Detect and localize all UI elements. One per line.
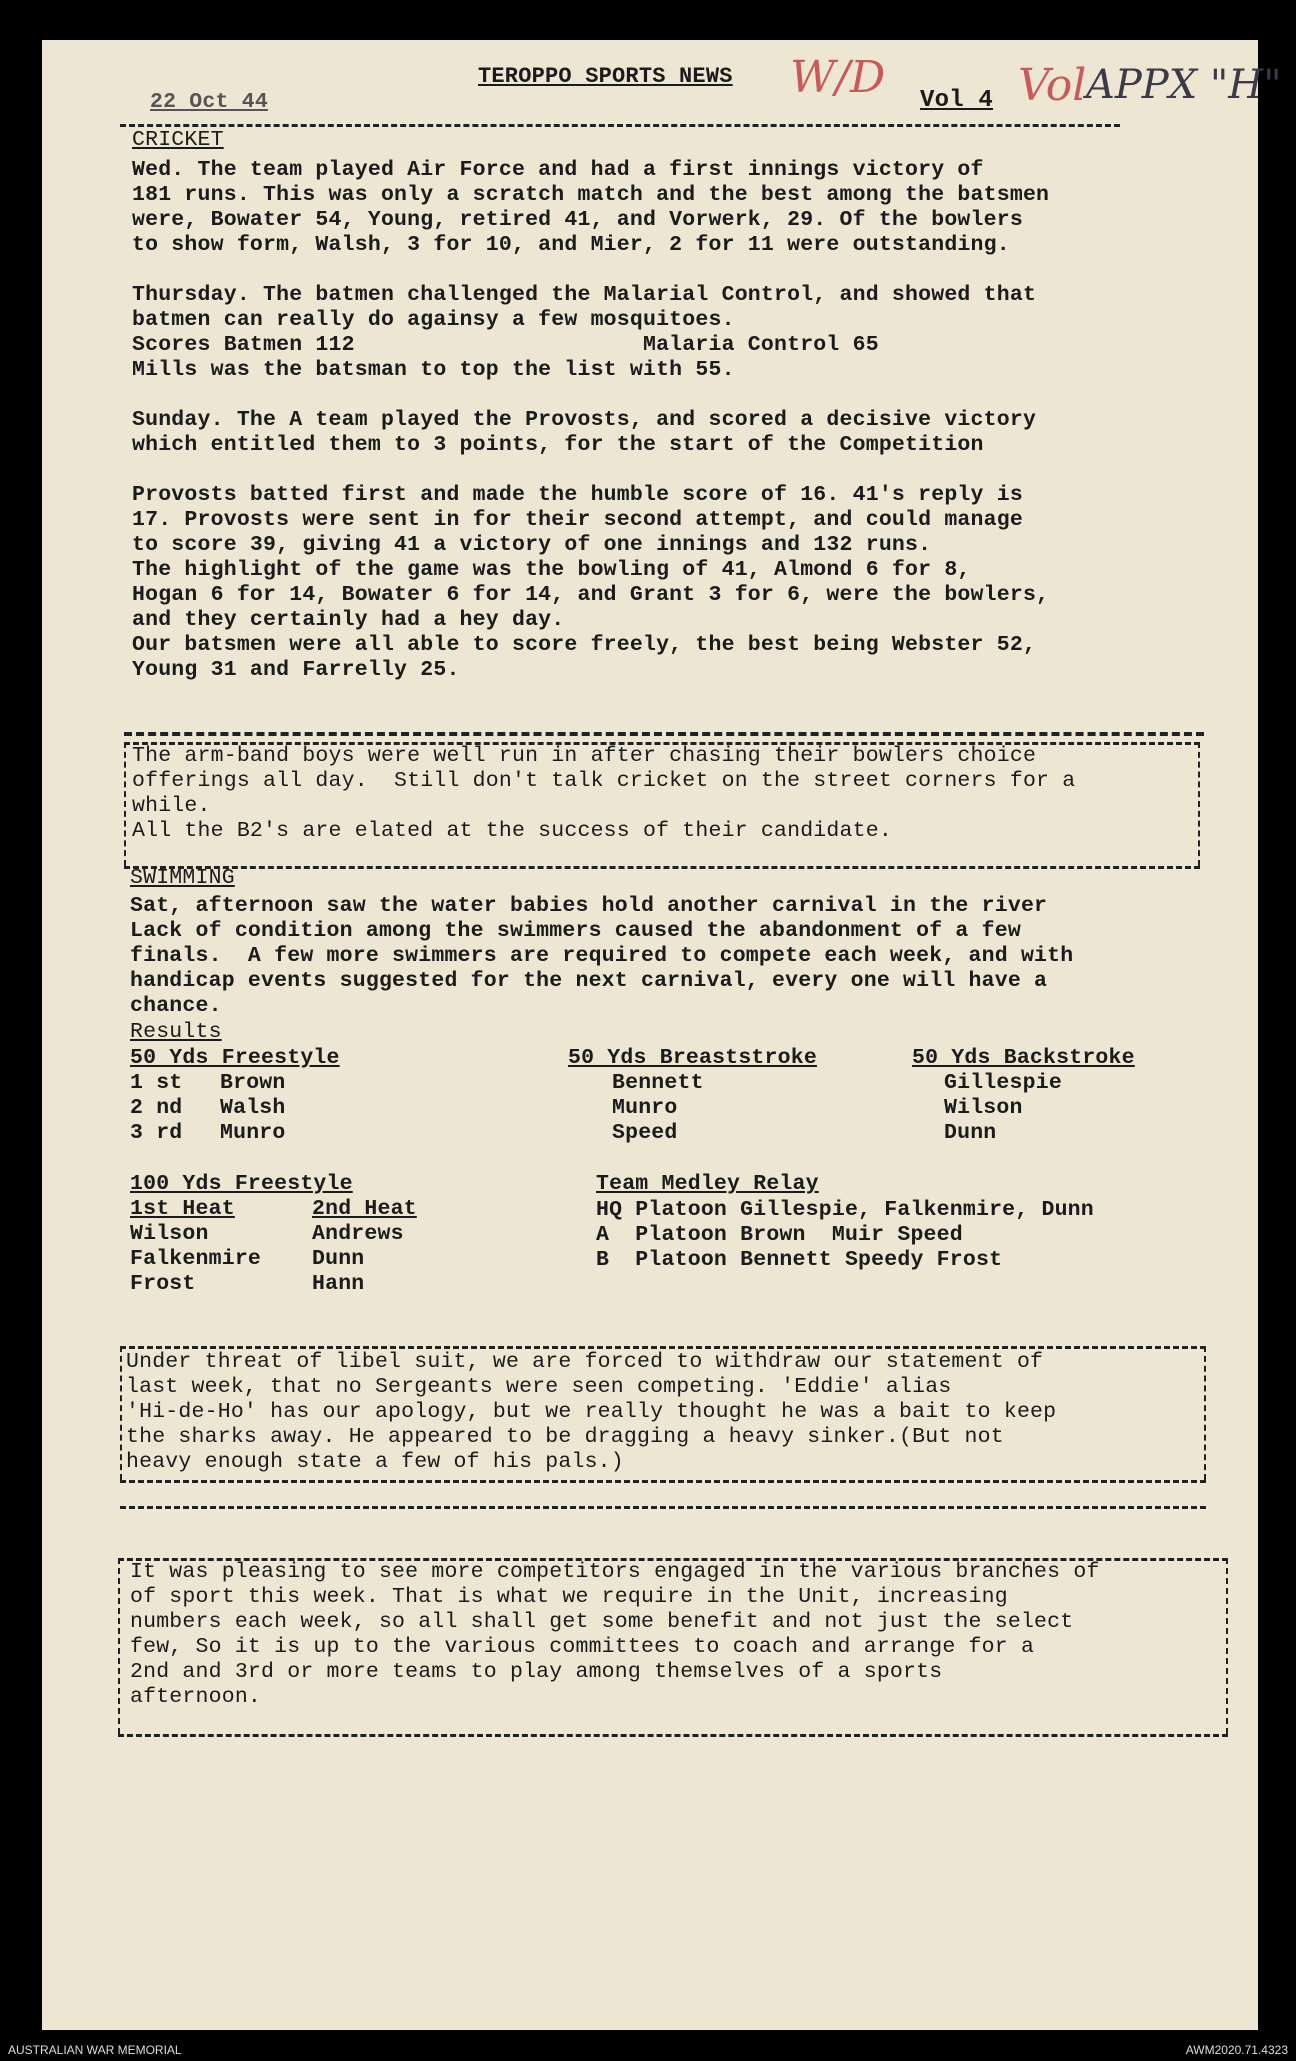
cricket-divider <box>124 732 1204 736</box>
box3-line: 2nd and 3rd or more teams to play among themselves of a sports <box>130 1660 943 1684</box>
handwritten-appx: APPX "H" <box>1086 62 1282 108</box>
freestyle-100-row <box>130 1222 404 1247</box>
event-50-breaststroke-title: 50 Yds Breaststroke <box>568 1046 817 1070</box>
event-100-freestyle-title: 100 Yds Freestyle <box>130 1172 353 1196</box>
box3-right-border <box>1226 1558 1228 1734</box>
box2-line: last week, that no Sergeants were seen competing. 'Eddie' alias <box>126 1375 952 1399</box>
heat-1-label: 1st Heat <box>130 1197 235 1221</box>
medley-relay-row: B Platoon Bennett Speedy Frost <box>596 1248 1003 1272</box>
document-title: TEROPPO SPORTS NEWS <box>478 64 733 89</box>
swimming-line: Sat, afternoon saw the water babies hold another carnival in the river <box>130 894 1048 918</box>
freestyle-100-cell: Wilson <box>130 1222 209 1246</box>
box3-line: few, So it is up to the various committees to coach and arrange for a <box>130 1635 1035 1659</box>
cricket-line <box>132 383 1049 408</box>
cricket-line: to show form, Walsh, 3 for 10, and Mier, 2 for 11 were outstanding. <box>132 233 1010 257</box>
medley-relay-row: HQ Platoon Gillespie, Falkenmire, Dunn <box>596 1198 1094 1222</box>
cricket-line: Hogan 6 for 14, Bowater 6 for 14, and Grant 3 for 6, were the bowlers, <box>132 583 1050 607</box>
box1-left-border <box>124 742 126 866</box>
cricket-line: The highlight of the game was the bowling of 41, Almond 6 for 8, <box>132 558 971 582</box>
handwritten-vol: Vol <box>1018 60 1087 111</box>
box3-line: afternoon. <box>130 1685 262 1709</box>
swimming-report <box>130 894 1073 1019</box>
box1-bottom-border <box>124 866 1200 869</box>
freestyle-100-row <box>130 1272 404 1297</box>
freestyle-50-row <box>130 1096 286 1121</box>
breaststroke-50-row: Munro <box>612 1096 678 1120</box>
cricket-line: Mills was the batsman to top the list with 55. <box>132 358 735 382</box>
freestyle-50-cell: 3 rd <box>130 1121 183 1145</box>
freestyle-50-row <box>130 1121 286 1146</box>
backstroke-50-row: Gillespie <box>944 1071 1062 1095</box>
cricket-line <box>132 258 1049 283</box>
cricket-line: Our batsmen were all able to score freely, the best being Webster 52, <box>132 633 1037 657</box>
cricket-line: were, Bowater 54, Young, retired 41, and Vorwerk, 29. Of the bowlers <box>132 208 1023 232</box>
box1-right-border <box>1198 742 1200 866</box>
event-50-backstroke-title: 50 Yds Backstroke <box>912 1046 1135 1070</box>
box2-left-border <box>120 1346 122 1480</box>
cricket-line <box>132 458 1049 483</box>
freestyle-50-row <box>130 1071 286 1096</box>
cricket-line: batmen can really do againsy a few mosquitoes. <box>132 308 735 332</box>
box2-line: 'Hi-de-Ho' has our apology, but we really thought he was a bait to keep <box>126 1400 1057 1424</box>
box1-line: while. <box>132 794 211 818</box>
cricket-line: Wed. The team played Air Force and had a first innings victory of <box>132 158 984 182</box>
freestyle-100-cell: Dunn <box>312 1247 365 1271</box>
volume-label: Vol 4 <box>920 87 994 114</box>
box3-bottom-border <box>118 1734 1228 1737</box>
footer-accession: AWM2020.71.4323 <box>1185 2043 1288 2057</box>
armband-notice <box>132 744 1075 844</box>
event-100-freestyle-results <box>130 1222 404 1297</box>
cricket-line: and they certainly had a hey day. <box>132 608 565 632</box>
freestyle-50-cell: 2 nd <box>130 1096 183 1120</box>
freestyle-100-cell: Hann <box>312 1272 365 1296</box>
libel-notice <box>126 1350 1056 1475</box>
participation-notice <box>130 1560 1100 1710</box>
box3-line: It was pleasing to see more competitors engaged in the various branches of <box>130 1560 1100 1584</box>
box1-line: All the B2's are elated at the success of their candidate. <box>132 819 892 843</box>
box3-left-border <box>118 1558 120 1734</box>
medley-relay-row: A Platoon Brown Muir Speed <box>596 1223 963 1247</box>
freestyle-50-cell: Walsh <box>220 1096 286 1120</box>
footer-source: AUSTRALIAN WAR MEMORIAL <box>8 2043 182 2057</box>
header-date: 22 Oct 44 <box>150 90 268 114</box>
cricket-line: which entitled them to 3 points, for the start of the Competition <box>132 433 984 457</box>
swimming-line: chance. <box>130 994 222 1018</box>
swimming-line: handicap events suggested for the next carnival, every one will have a <box>130 969 1048 993</box>
event-50-freestyle-title: 50 Yds Freestyle <box>130 1046 340 1070</box>
box1-line: offerings all day. Still don't talk cricket on the street corners for a <box>132 769 1076 793</box>
cricket-line: 181 runs. This was only a scratch match and the best among the batsmen <box>132 183 1050 207</box>
box2-top-border <box>120 1346 1206 1349</box>
swimming-line: finals. A few more swimmers are required to compete each week, and with <box>130 944 1074 968</box>
box2-line: Under threat of libel suit, we are forced to withdraw our statement of <box>126 1350 1044 1374</box>
cricket-line: Provosts batted first and made the humble score of 16. 41's reply is <box>132 483 1023 507</box>
box3-line: numbers each week, so all shall get some benefit and not just the select <box>130 1610 1074 1634</box>
event-50-breaststroke-results <box>612 1071 704 1146</box>
box3-line: of sport this week. That is what we require in the Unit, increasing <box>130 1585 1008 1609</box>
freestyle-50-cell: Munro <box>220 1121 286 1145</box>
heat-2-label: 2nd Heat <box>312 1197 417 1221</box>
event-50-backstroke-results <box>944 1071 1062 1146</box>
backstroke-50-row: Dunn <box>944 1121 997 1145</box>
box2-line: heavy enough state a few of his pals.) <box>126 1450 624 1474</box>
cricket-heading: CRICKET <box>132 128 224 152</box>
swimming-line: Lack of condition among the swimmers caused the abandonment of a few <box>130 919 1021 943</box>
swimming-heading: SWIMMING <box>130 866 235 890</box>
backstroke-50-row: Wilson <box>944 1096 1023 1120</box>
box2-right-border <box>1204 1346 1206 1480</box>
box2-bottom-border <box>120 1480 1206 1483</box>
team-medley-relay-results <box>596 1198 1094 1273</box>
box2-line: the sharks away. He appeared to be dragging a heavy sinker.(But not <box>126 1425 1004 1449</box>
cricket-line: Thursday. The batmen challenged the Malarial Control, and showed that <box>132 283 1037 307</box>
breaststroke-50-row: Speed <box>612 1121 678 1145</box>
cricket-line: 17. Provosts were sent in for their second attempt, and could manage <box>132 508 1023 532</box>
freestyle-50-cell: Brown <box>220 1071 286 1095</box>
cricket-line: Young 31 and Farrelly 25. <box>132 658 460 682</box>
freestyle-100-cell: Falkenmire <box>130 1247 262 1271</box>
results-label: Results <box>130 1020 222 1044</box>
box2-bottom-border-2 <box>120 1506 1206 1509</box>
box1-line: The arm-band boys were well run in after chasing their bowlers choice <box>132 744 1037 768</box>
cricket-line: Sunday. The A team played the Provosts, and scored a decisive victory <box>132 408 1037 432</box>
cricket-report <box>132 158 1049 683</box>
cricket-line: to score 39, giving 41 a victory of one innings and 132 runs. <box>132 533 932 557</box>
freestyle-100-cell: Andrews <box>312 1222 404 1246</box>
cricket-line: Scores Batmen 112 Malaria Control 65 <box>132 333 879 357</box>
freestyle-100-row <box>130 1247 404 1272</box>
event-50-freestyle-results <box>130 1071 286 1146</box>
freestyle-100-cell: Frost <box>130 1272 196 1296</box>
breaststroke-50-row: Bennett <box>612 1071 704 1095</box>
freestyle-50-cell: 1 st <box>130 1071 183 1095</box>
handwritten-wd: W/D <box>790 52 886 103</box>
header-divider <box>120 124 1120 127</box>
team-medley-relay-title: Team Medley Relay <box>596 1172 819 1196</box>
